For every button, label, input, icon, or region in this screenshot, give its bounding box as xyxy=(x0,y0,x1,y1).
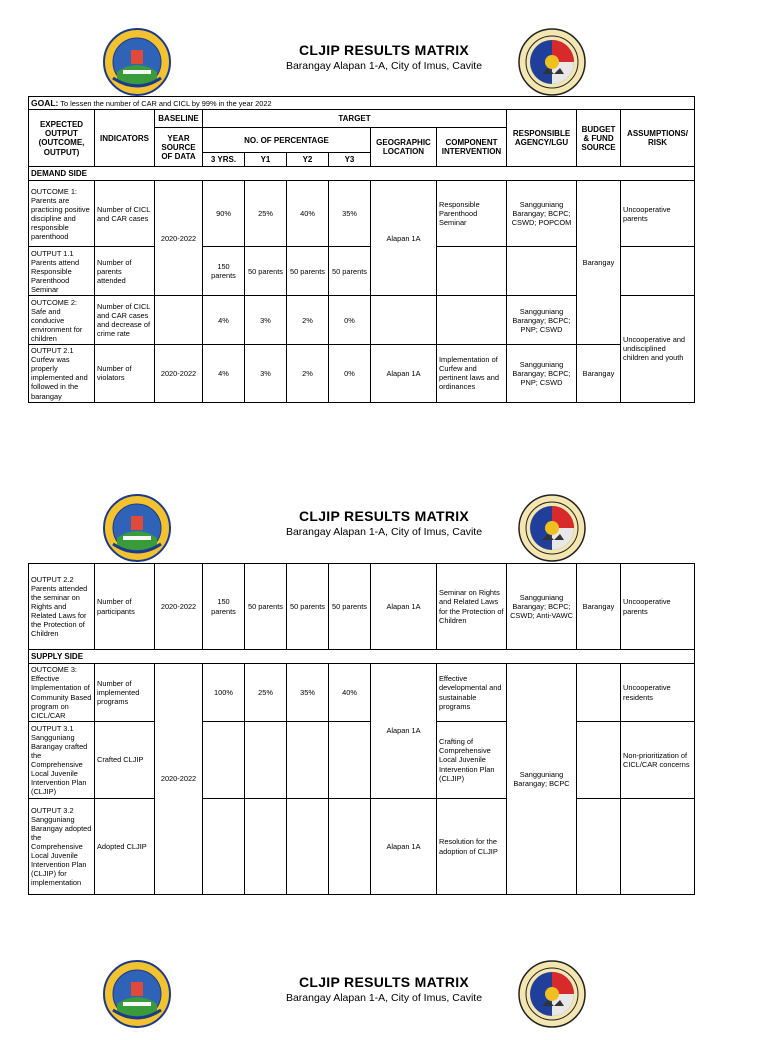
component-cell: Effective developmental and sustainable programs xyxy=(437,664,507,722)
target-y1-cell xyxy=(245,722,287,799)
col-indicators: INDICATORS xyxy=(95,110,155,167)
target-3yrs-cell xyxy=(203,722,245,799)
budget-cell xyxy=(577,722,621,799)
table-row xyxy=(29,664,695,722)
indicator-cell: Number of participants xyxy=(95,564,155,650)
col-assumptions: ASSUMPTIONS/ RISK xyxy=(621,110,695,167)
agency-cell: Sangguniang Barangay; BCPC; CSWD; Anti-VAWC xyxy=(507,564,577,650)
target-y3-cell: 40% xyxy=(329,664,371,722)
results-matrix-page2 xyxy=(28,563,695,895)
target-y1-cell: 3% xyxy=(245,345,287,402)
lungsod-ng-imus-seal-icon xyxy=(103,960,171,1028)
indicator-cell: Number of violators xyxy=(95,345,155,402)
baseline-cell: 2020-2022 xyxy=(155,664,203,895)
baseline-cell: 2020-2022 xyxy=(155,345,203,402)
expected-output-cell: OUTCOME 3: Effective Implementation of Community Based program on CICL/CAR xyxy=(29,664,95,722)
col-geographic-location: GEOGRAPHIC LOCATION xyxy=(371,128,437,167)
expected-output-cell: OUTPUT 3.1 Sangguniang Barangay crafted the Comprehensive Local Juvenile Intervention Plan (CLJIP) xyxy=(29,722,95,799)
target-y2-cell: 2% xyxy=(287,296,329,345)
geo-location-cell: Alapan 1A xyxy=(371,564,437,650)
col-baseline: BASELINE xyxy=(155,110,203,128)
indicator-cell: Number of implemented programs xyxy=(95,664,155,722)
component-cell: Seminar on Rights and Related Laws for the Protection of Children xyxy=(437,564,507,650)
baseline-cell: 2020-2022 xyxy=(155,564,203,650)
target-y2-cell: 2% xyxy=(287,345,329,402)
component-cell xyxy=(437,296,507,345)
assumption-cell xyxy=(621,247,695,296)
geo-location-cell: Alapan 1A xyxy=(371,181,437,296)
goal-label: GOAL: xyxy=(31,98,59,108)
expected-output-cell: OUTPUT 2.2 Parents attended the seminar on Rights and Related Laws for the Protection of Children xyxy=(29,564,95,650)
assumption-cell: Uncooperative residents xyxy=(621,664,695,722)
agency-cell: Sangguniang Barangay; BCPC; CSWD; POPCOM xyxy=(507,181,577,247)
target-y3-cell: 0% xyxy=(329,345,371,402)
indicator-cell: Number of CICL and CAR cases xyxy=(95,181,155,247)
assumption-cell: Non-prioritization of CICL/CAR concerns xyxy=(621,722,695,799)
component-cell: Crafting of Comprehensive Local Juvenile Intervention Plan (CLJIP) xyxy=(437,722,507,799)
col-y3: Y3 xyxy=(329,153,371,167)
expected-output-cell: OUTPUT 1.1 Parents attend Responsible Parenthood Seminar xyxy=(29,247,95,296)
target-y2-cell: 40% xyxy=(287,181,329,247)
target-y3-cell: 50 parents xyxy=(329,247,371,296)
agency-cell: Sangguniang Barangay; BCPC; PNP; CSWD xyxy=(507,296,577,345)
target-3yrs-cell: 150 parents xyxy=(203,564,245,650)
barangay-alapan-seal-icon xyxy=(518,28,586,96)
barangay-alapan-seal-icon xyxy=(518,494,586,562)
col-year-source: YEAR SOURCE OF DATA xyxy=(155,128,203,167)
agency-cell xyxy=(507,247,577,296)
page-title: CLJIP RESULTS MATRIX xyxy=(298,42,470,58)
results-matrix-page1 xyxy=(28,96,695,403)
target-y3-cell xyxy=(329,799,371,895)
target-y1-cell: 50 parents xyxy=(245,564,287,650)
goal-text: To lessen the number of CAR and CICL by 99% in the year 2022 xyxy=(60,99,272,108)
expected-output-cell: OUTPUT 3.2 Sangguniang Barangay adopted the Comprehensive Local Juvenile Intervention Plan (CLJIP) for implementation xyxy=(29,799,95,895)
target-y1-cell: 25% xyxy=(245,181,287,247)
agency-cell: Sangguniang Barangay; BCPC; PNP; CSWD xyxy=(507,345,577,402)
assumption-cell: Uncooperative parents xyxy=(621,181,695,247)
assumption-cell: Uncooperative and undisciplined children and youth xyxy=(621,296,695,402)
indicator-cell: Adopted CLJIP xyxy=(95,799,155,895)
geo-location-cell: Alapan 1A xyxy=(371,799,437,895)
page-subtitle: Barangay Alapan 1-A, City of Imus, Cavite xyxy=(285,60,483,72)
target-y2-cell: 50 parents xyxy=(287,247,329,296)
target-3yrs-cell: 100% xyxy=(203,664,245,722)
indicator-cell: Number of CICL and CAR cases and decrease of crime rate xyxy=(95,296,155,345)
agency-cell: Sangguniang Barangay; BCPC xyxy=(507,664,577,895)
target-3yrs-cell xyxy=(203,799,245,895)
target-y1-cell xyxy=(245,799,287,895)
assumption-cell xyxy=(621,799,695,895)
col-responsible-agency: RESPONSIBLE AGENCY/LGU xyxy=(507,110,577,167)
table-row xyxy=(29,345,695,402)
col-y1: Y1 xyxy=(245,153,287,167)
col-expected-output: EXPECTED OUTPUT (OUTCOME, OUTPUT) xyxy=(29,110,95,167)
target-3yrs-cell: 4% xyxy=(203,296,245,345)
target-y1-cell: 25% xyxy=(245,664,287,722)
table-row xyxy=(29,722,695,799)
target-y2-cell xyxy=(287,799,329,895)
component-cell: Resolution for the adoption of CLJIP xyxy=(437,799,507,895)
page-subtitle: Barangay Alapan 1-A, City of Imus, Cavite xyxy=(285,992,483,1004)
page2-header xyxy=(0,494,768,574)
target-3yrs-cell: 150 parents xyxy=(203,247,245,296)
section-demand-side: DEMAND SIDE xyxy=(29,167,695,181)
budget-cell: Barangay xyxy=(577,564,621,650)
col-y2: Y2 xyxy=(287,153,329,167)
col-target: TARGET xyxy=(203,110,507,128)
section-supply-side: SUPPLY SIDE xyxy=(29,650,695,664)
target-y3-cell xyxy=(329,722,371,799)
expected-output-cell: OUTCOME 1: Parents are practicing positive discipline and responsible parenthood xyxy=(29,181,95,247)
expected-output-cell: OUTCOME 2: Safe and conducive environment for children xyxy=(29,296,95,345)
target-3yrs-cell: 4% xyxy=(203,345,245,402)
assumption-cell: Uncooperative parents xyxy=(621,564,695,650)
component-cell: Implementation of Curfew and pertinent laws and ordinances xyxy=(437,345,507,402)
table-row xyxy=(29,181,695,247)
col-3yrs: 3 YRS. xyxy=(203,153,245,167)
barangay-alapan-seal-icon xyxy=(518,960,586,1028)
indicator-cell: Number of parents attended xyxy=(95,247,155,296)
target-3yrs-cell: 90% xyxy=(203,181,245,247)
target-y1-cell: 3% xyxy=(245,296,287,345)
target-y1-cell: 50 parents xyxy=(245,247,287,296)
target-y3-cell: 50 parents xyxy=(329,564,371,650)
target-y2-cell: 50 parents xyxy=(287,564,329,650)
budget-cell xyxy=(577,799,621,895)
target-y2-cell xyxy=(287,722,329,799)
lungsod-ng-imus-seal-icon xyxy=(103,494,171,562)
target-y3-cell: 0% xyxy=(329,296,371,345)
geo-location-cell xyxy=(371,296,437,345)
indicator-cell: Crafted CLJIP xyxy=(95,722,155,799)
col-percentage: NO. OF PERCENTAGE xyxy=(203,128,371,153)
component-cell: Responsible Parenthood Seminar xyxy=(437,181,507,247)
target-y3-cell: 35% xyxy=(329,181,371,247)
page-title: CLJIP RESULTS MATRIX xyxy=(298,508,470,524)
table-row xyxy=(29,564,695,650)
table-row xyxy=(29,799,695,895)
budget-cell: Barangay xyxy=(577,181,621,345)
component-cell xyxy=(437,247,507,296)
baseline-cell: 2020-2022 xyxy=(155,181,203,296)
budget-cell xyxy=(577,664,621,722)
geo-location-cell: Alapan 1A xyxy=(371,345,437,402)
budget-cell: Barangay xyxy=(577,345,621,402)
expected-output-cell: OUTPUT 2.1 Curfew was properly implemented and followed in the barangay xyxy=(29,345,95,402)
geo-location-cell: Alapan 1A xyxy=(371,664,437,799)
lungsod-ng-imus-seal-icon xyxy=(103,28,171,96)
col-component-intervention: COMPONENT INTERVENTION xyxy=(437,128,507,167)
page-subtitle: Barangay Alapan 1-A, City of Imus, Cavite xyxy=(285,526,483,538)
goal-row xyxy=(29,97,695,110)
target-y2-cell: 35% xyxy=(287,664,329,722)
page3-header xyxy=(0,960,768,1040)
page-title: CLJIP RESULTS MATRIX xyxy=(298,974,470,990)
baseline-cell xyxy=(155,296,203,345)
col-budget: BUDGET & FUND SOURCE xyxy=(577,110,621,167)
